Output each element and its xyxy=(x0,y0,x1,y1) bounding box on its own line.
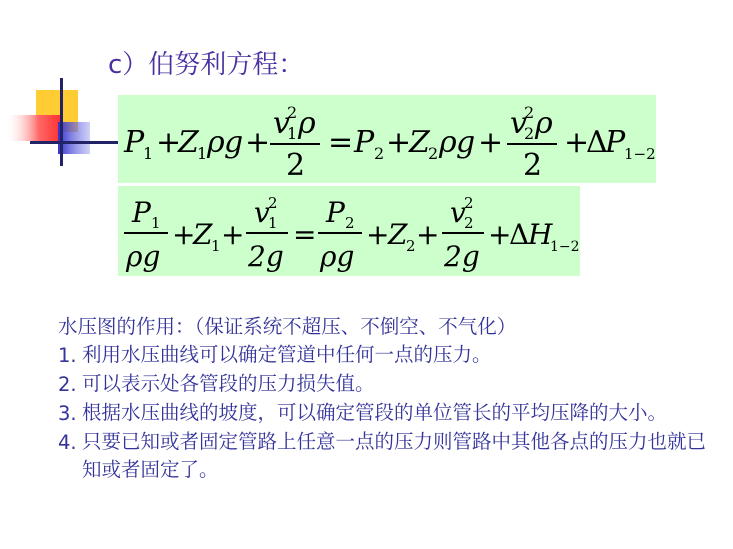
list-item-number: 4. xyxy=(58,431,77,454)
eq2-z2-sub: 2 xyxy=(406,237,416,255)
list-item xyxy=(58,341,718,370)
eq1-g-b: g xyxy=(456,125,476,160)
eq1-plus-a: + xyxy=(156,125,182,160)
eq1-plus-e: + xyxy=(564,125,590,160)
list-item-number: 3. xyxy=(58,402,77,425)
eq2-fraction-bar-d xyxy=(442,232,484,234)
bernoulli-equation-head xyxy=(118,186,580,276)
eq1-z1: Z xyxy=(178,125,199,160)
eq2-v2-sub: 2 xyxy=(464,214,474,232)
eq2-z1: Z xyxy=(193,218,213,251)
deco-vertical-line xyxy=(60,78,63,166)
eq2-equals: = xyxy=(293,218,317,251)
corner-decoration xyxy=(0,0,120,170)
eq2-p1: P xyxy=(132,196,151,229)
eq1-rho-b: ρ xyxy=(298,106,316,141)
eq1-z2-sub: 2 xyxy=(428,144,439,163)
eq1-p1: P xyxy=(124,125,145,160)
eq2-fraction-bar-a xyxy=(124,232,168,234)
eq1-v2-sub: 2 xyxy=(524,124,535,143)
eq1-z2: Z xyxy=(409,125,430,160)
eq2-v1-sup: 2 xyxy=(268,194,278,212)
eq2-twog-b: 2g xyxy=(444,240,480,273)
eq2-dh: H xyxy=(528,218,553,251)
eq1-p2: P xyxy=(354,125,375,160)
body-text xyxy=(58,312,718,484)
eq2-v1: v xyxy=(254,196,270,229)
eq1-g-a: g xyxy=(224,125,244,160)
eq2-z1-sub: 1 xyxy=(211,237,221,255)
eq1-v1: v xyxy=(273,106,290,141)
list-item xyxy=(58,370,718,399)
intro-line: 水压图的作用：（保证系统不超压、不倒空、不气化） xyxy=(58,315,517,338)
eq1-plus-c: + xyxy=(386,125,412,160)
eq1-fraction-bar-a xyxy=(270,143,320,145)
list-item-text: 只要已知或者固定管路上任意一点的压力则管路中其他各点的压力也就已知或者固定了。 xyxy=(82,430,707,481)
eq2-plus-a: + xyxy=(172,218,196,251)
list-item-number: 2. xyxy=(58,373,77,396)
eq1-delta: Δ xyxy=(586,125,608,160)
eq2-z2: Z xyxy=(388,218,408,251)
list-item-number: 1. xyxy=(58,344,77,367)
eq2-plus-b: + xyxy=(221,218,245,251)
eq1-p1-sub: 1 xyxy=(143,144,154,163)
eq2-plus-d: + xyxy=(416,218,440,251)
eq1-fraction-bar-b xyxy=(507,143,557,145)
eq2-v2: v xyxy=(450,196,466,229)
eq1-v1-sub: 1 xyxy=(287,124,298,143)
eq1-two-a: 2 xyxy=(286,148,306,183)
eq2-dh-sub: 1−2 xyxy=(550,239,580,255)
eq2-delta: Δ xyxy=(509,218,530,251)
deco-red-bar xyxy=(8,115,60,141)
eq2-v1-sub: 1 xyxy=(268,214,278,232)
eq1-dp-sub: 1−2 xyxy=(624,145,656,163)
eq1-plus-b: + xyxy=(245,125,271,160)
eq1-p2-sub: 2 xyxy=(374,144,385,163)
eq2-rhog-a: ρg xyxy=(126,240,161,273)
list-item xyxy=(58,399,718,428)
eq2-plus-c: + xyxy=(366,218,390,251)
eq2-fraction-bar-c xyxy=(318,232,362,234)
eq2-p2: P xyxy=(326,196,345,229)
list-item-text: 根据水压曲线的坡度，可以确定管段的单位管长的平均压降的大小。 xyxy=(82,401,668,424)
eq2-v2-sup: 2 xyxy=(464,194,474,212)
list-item-text: 可以表示处各管段的压力损失值。 xyxy=(82,372,375,395)
eq1-rho-c: ρ xyxy=(439,125,457,160)
section-heading: c）伯努利方程： xyxy=(108,50,305,80)
eq2-twog-a: 2g xyxy=(248,240,284,273)
eq1-v2: v xyxy=(510,106,527,141)
eq1-v1-sup: 2 xyxy=(287,103,298,122)
eq1-rho-a: ρ xyxy=(207,125,225,160)
eq1-plus-d: + xyxy=(478,125,504,160)
eq1-z1-sub: 1 xyxy=(197,144,208,163)
eq1-rho-d: ρ xyxy=(535,106,553,141)
eq1-equals: = xyxy=(328,125,354,160)
eq1-two-b: 2 xyxy=(523,148,543,183)
list-item-text: 利用水压曲线可以确定管道中任何一点的压力。 xyxy=(82,343,492,366)
eq2-p1-sub: 1 xyxy=(151,214,161,232)
eq2-plus-e: + xyxy=(488,218,512,251)
eq1-dp: P xyxy=(605,125,626,160)
eq2-fraction-bar-b xyxy=(246,232,288,234)
list-item xyxy=(58,428,718,484)
deco-horizontal-line xyxy=(30,141,120,144)
eq2-rhog-b: ρg xyxy=(320,240,355,273)
bernoulli-equation-pressure xyxy=(118,95,656,183)
eq1-v2-sup: 2 xyxy=(524,103,535,122)
eq2-p2-sub: 2 xyxy=(345,214,355,232)
